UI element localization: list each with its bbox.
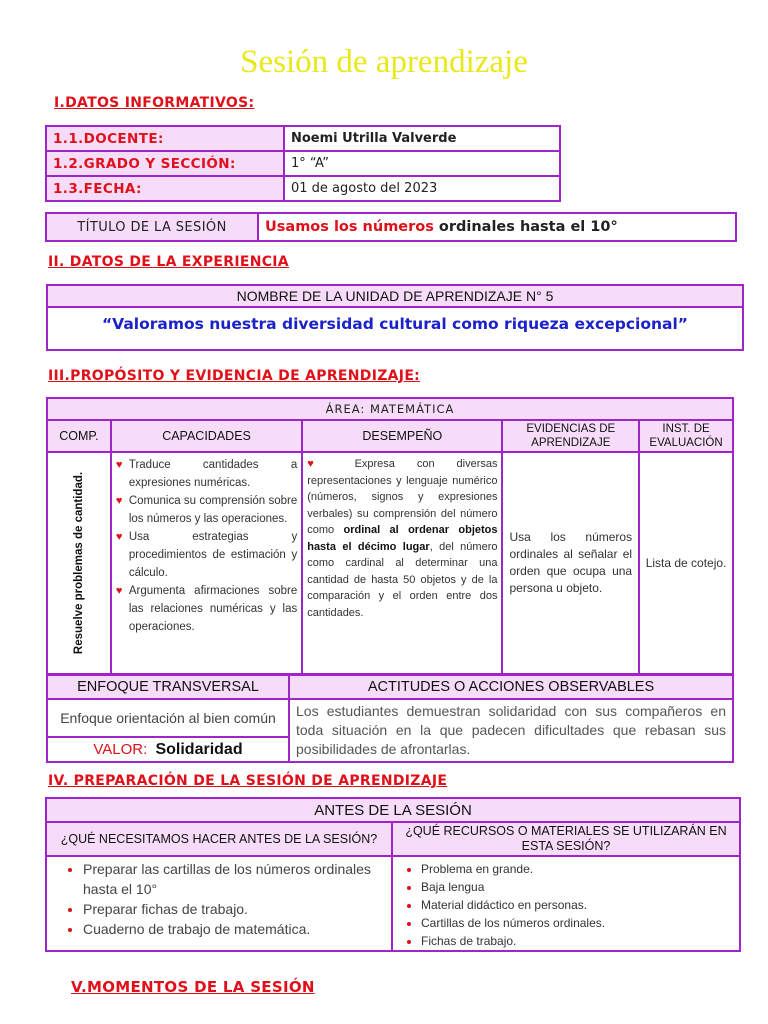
list-item: • Baja lengua <box>421 878 739 896</box>
list-item: ♥ Argumenta afirmaciones sobre las relaciones numéricas y las operaciones. <box>116 582 297 636</box>
desempeno-header: DESEMPEÑO <box>302 420 502 452</box>
instrumento-cell: Lista de cotejo. <box>639 452 733 674</box>
unidad-aprendizaje-box <box>46 284 744 351</box>
table-header-row <box>47 420 733 452</box>
section-heading-datos-informativos: I.DATOS INFORMATIVOS: <box>54 95 255 111</box>
docente-label: 1.1.DOCENTE: <box>46 126 284 151</box>
section-heading-datos-experiencia: II. DATOS DE LA EXPERIENCIA <box>48 254 289 270</box>
desempeno-text <box>303 453 501 621</box>
competencia-text: Resuelve problemas de cantidad. <box>72 471 85 655</box>
table-row <box>47 398 733 420</box>
tareas-list <box>47 859 391 939</box>
unidad-name: “Valoramos nuestra diversidad cultural como riqueza excepcional” <box>101 315 688 333</box>
tareas-cell <box>46 856 392 951</box>
table-header-row <box>46 822 740 856</box>
desempeno-part1: Expresa con diversas representaciones y lenguaje numérico (números, signos y expresiones verbales) su comprensión del número como <box>307 458 498 536</box>
titulo-sesion-box <box>45 212 737 242</box>
table-row <box>46 151 560 176</box>
capacidades-list <box>112 453 301 636</box>
unidad-header: NOMBRE DE LA UNIDAD DE APRENDIZAJE N° 5 <box>48 286 742 308</box>
table-row <box>46 126 560 151</box>
table-header-row <box>46 798 740 822</box>
antes-header: ANTES DE LA SESIÓN <box>46 798 740 822</box>
capacidades-header: CAPACIDADES <box>111 420 302 452</box>
list-item: • Material didáctico en personas. <box>421 896 739 914</box>
recursos-list <box>393 860 739 950</box>
competencia-cell <box>47 452 111 674</box>
titulo-value-red: Usamos los números <box>265 219 434 235</box>
comp-header: COMP. <box>47 420 111 452</box>
necesitamos-header: ¿QUÉ NECESITAMOS HACER ANTES DE LA SESIÓN? <box>46 822 392 856</box>
table-row <box>46 856 740 951</box>
grado-label: 1.2.GRADO Y SECCIÓN: <box>46 151 284 176</box>
list-item: • Preparar fichas de trabajo. <box>83 899 391 919</box>
evidencias-header: EVIDENCIAS DE APRENDIZAJE <box>502 420 639 452</box>
area-header: ÁREA: MATEMÁTICA <box>47 398 733 420</box>
table-row <box>47 699 733 737</box>
list-item: • Cuaderno de trabajo de matemática. <box>83 919 391 939</box>
table-header-row <box>47 675 733 699</box>
enfoque-table <box>46 674 734 763</box>
section-heading-momentos: V.MOMENTOS DE LA SESIÓN <box>71 978 315 996</box>
page-title: Sesión de aprendizaje <box>240 44 528 80</box>
proposito-table <box>46 397 734 675</box>
desempeno-cell <box>302 452 502 674</box>
grado-value: 1° “A” <box>284 151 560 176</box>
list-item: ♥ Usa estrategias y procedimientos de estimación y cálculo. <box>116 528 297 582</box>
instrumento-header: INST. DE EVALUACIÓN <box>639 420 733 452</box>
table-row <box>46 176 560 201</box>
titulo-sesion-value <box>259 214 735 240</box>
titulo-value-black: ordinales hasta el 10° <box>438 219 618 235</box>
heart-icon: ♥ <box>307 458 333 470</box>
enfoque-header: ENFOQUE TRANSVERSAL <box>47 675 289 699</box>
docente-value: Noemi Utrilla Valverde <box>284 126 560 151</box>
recursos-cell <box>392 856 740 951</box>
capacidades-cell <box>111 452 302 674</box>
recursos-header: ¿QUÉ RECURSOS O MATERIALES SE UTILIZARÁN EN ESTA SESIÓN? <box>392 822 740 856</box>
list-item: • Problema en grande. <box>421 860 739 878</box>
fecha-label: 1.3.FECHA: <box>46 176 284 201</box>
list-item: • Fichas de trabajo. <box>421 932 739 950</box>
antes-sesion-table <box>45 797 741 952</box>
enfoque-nombre: Enfoque orientación al bien común <box>47 699 289 737</box>
desempeno-part2: , del número como cardinal al determinar una cantidad de hasta 50 objetos y de la comparación y el orden entre dos cantidades. <box>307 540 498 619</box>
list-item: • Preparar las cartillas de los números ordinales hasta el 10° <box>83 859 391 899</box>
evidencia-cell: Usa los números ordinales al señalar el orden que ocupa una persona u objeto. <box>502 452 639 674</box>
fecha-value: 01 de agosto del 2023 <box>284 176 560 201</box>
valor-label: VALOR: <box>93 740 148 758</box>
valor-cell <box>47 737 289 762</box>
valor-value: Solidaridad <box>155 740 243 758</box>
actitudes-header: ACTITUDES O ACCIONES OBSERVABLES <box>289 675 733 699</box>
table-row <box>47 452 733 674</box>
list-item: ♥ Traduce cantidades a expresiones numéricas. <box>116 456 297 492</box>
datos-informativos-table <box>45 125 561 202</box>
list-item: • Cartillas de los números ordinales. <box>421 914 739 932</box>
actitud-text: Los estudiantes demuestran solidaridad con sus compañeros en toda situación en la que padecen dificultades que rebasan sus posibilidades de afrontarlas. <box>289 699 733 762</box>
section-heading-preparacion: IV. PREPARACIÓN DE LA SESIÓN DE APRENDIZAJE <box>48 773 448 789</box>
titulo-sesion-label: TÍTULO DE LA SESIÓN <box>47 214 259 240</box>
desempeno-bold: ordinal al ordenar objetos hasta el décimo lugar <box>307 524 498 553</box>
list-item: ♥ Comunica su comprensión sobre los números y las operaciones. <box>116 492 297 528</box>
section-heading-proposito: III.PROPÓSITO Y EVIDENCIA DE APRENDIZAJE: <box>48 368 421 384</box>
